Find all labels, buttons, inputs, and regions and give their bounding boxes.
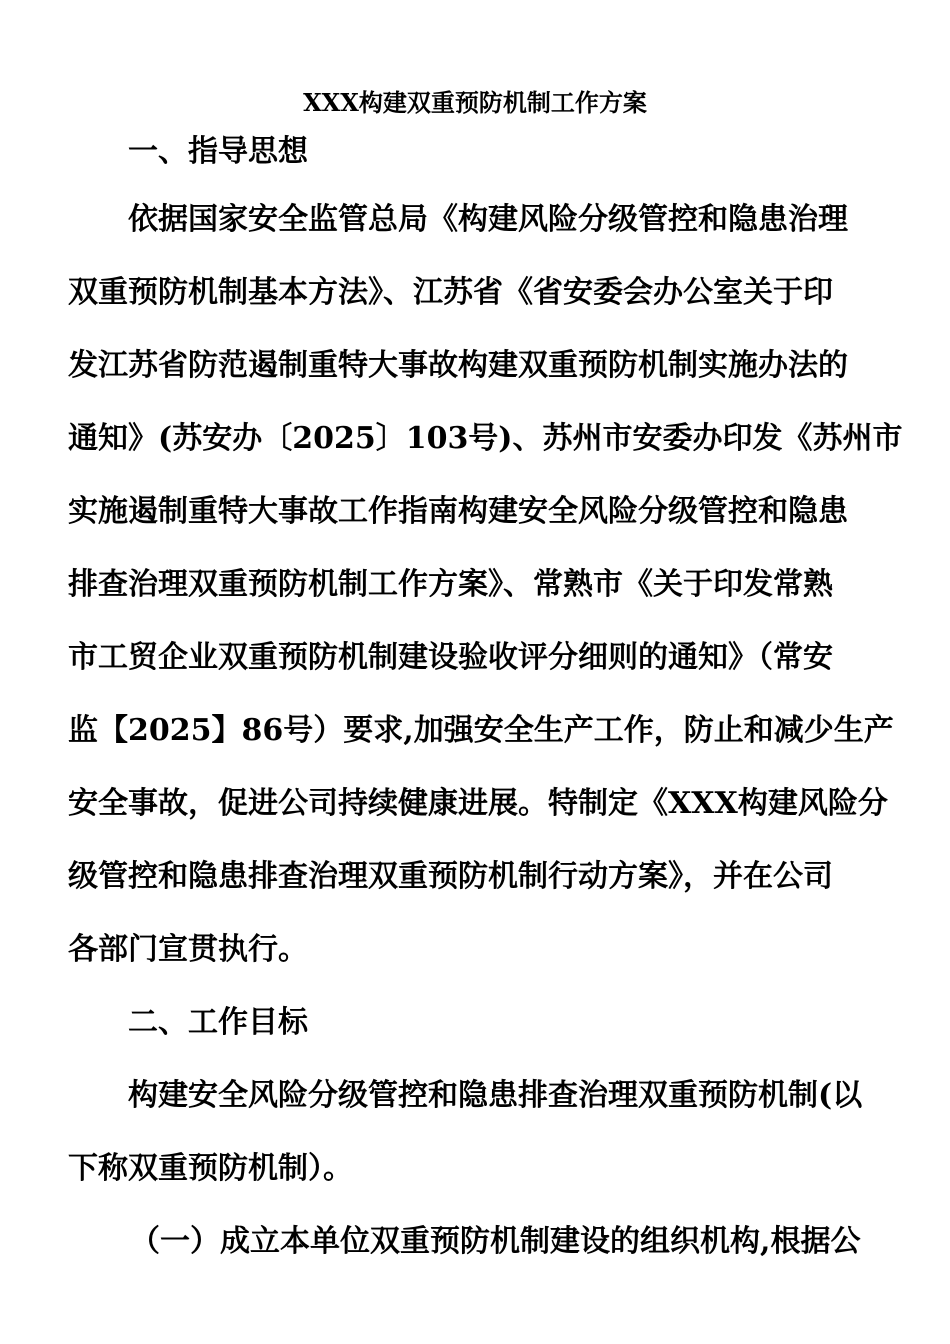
section-heading-work-goals: 二、工作目标 (128, 1005, 308, 1040)
section-heading-guiding-thought: 一、指导思想 (128, 134, 308, 169)
paragraph-line: 市工贸企业双重预防机制建设验收评分细则的通知》（常安 (68, 640, 833, 675)
paragraph-line: 通知》(苏安办〔2025〕103号)、苏州市安委办印发《苏州市 (68, 421, 903, 456)
paragraph-line: 构建安全风险分级管控和隐患排查治理双重预防机制(以 (128, 1078, 863, 1113)
paragraph-line: 下称双重预防机制）。 (68, 1151, 353, 1186)
paragraph-line: （一）成立本单位双重预防机制建设的组织机构,根据公 (130, 1224, 861, 1259)
paragraph-line: 各部门宣贯执行。 (68, 932, 308, 967)
paragraph-line: 安全事故，促进公司持续健康进展。特制定《XXX构建风险分 (68, 786, 888, 821)
paragraph-line: 排查治理双重预防机制工作方案》、常熟市《关于印发常熟 (68, 567, 833, 602)
paragraph-line: 双重预防机制基本方法》、江苏省《省安委会办公室关于印 (68, 275, 833, 310)
paragraph-line: 实施遏制重特大事故工作指南构建安全风险分级管控和隐患 (68, 494, 848, 529)
paragraph-line: 级管控和隐患排查治理双重预防机制行动方案》，并在公司 (68, 859, 833, 894)
paragraph-line: 发江苏省防范遏制重特大事故构建双重预防机制实施办法的 (68, 348, 848, 383)
document-title: XXX构建双重预防机制工作方案 (303, 88, 647, 117)
paragraph-line: 监【2025】86号）要求,加强安全生产工作，防止和减少生产 (68, 713, 894, 748)
paragraph-line: 依据国家安全监管总局《构建风险分级管控和隐患治理 (128, 202, 848, 237)
